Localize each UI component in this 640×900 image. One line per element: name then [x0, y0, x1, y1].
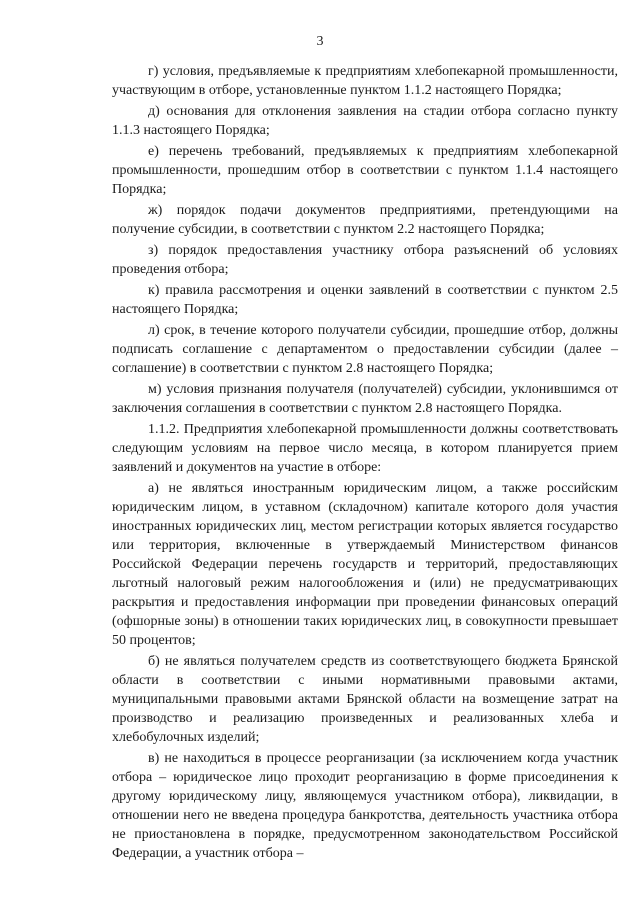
paragraph-item-z: з) порядок предоставления участнику отбора разъяснений об условиях проведения отбора;: [112, 243, 618, 277]
paragraph-clause-1-1-2: 1.1.2. Предприятия хлебопекарной промышленности должны соответствовать следующим условиям на первое число месяца, в котором планируется прием заявлений и документов на участие в отборе:: [112, 422, 618, 475]
document-body: [112, 62, 618, 865]
page-number: 3: [316, 34, 324, 49]
paragraph-item-g: г) условия, предъявляемые к предприятиям хлебопекарной промышленности, участвующим в отборе, установленные пунктом 1.1.2 настоящего Порядка;: [112, 64, 618, 98]
paragraph-item-l: л) срок, в течение которого получатели субсидии, прошедшие отбор, должны подписать соглашение с департаментом о предоставлении субсидии (далее – соглашение) в соответствии с пунктом 2.8 настоящего Порядка;: [112, 323, 618, 376]
paragraph-item-k: к) правила рассмотрения и оценки заявлений в соответствии с пунктом 2.5 настоящего Порядка;: [112, 283, 618, 317]
paragraph-item-b: б) не являться получателем средств из соответствующего бюджета Брянской области в соответствии с иными нормативными правовыми актами, муниципальными правовыми актами Брянской области на возмещение затрат на производство и реализацию произведенных и реализованных хлеба и хлебобулочных изделий;: [112, 654, 618, 745]
paragraph-item-m: м) условия признания получателя (получателей) субсидии, уклонившимся от заключения соглашения в соответствии с пунктом 2.8 настоящего Порядка.: [112, 382, 618, 416]
paragraph-item-a: а) не являться иностранным юридическим лицом, а также российским юридическим лицом, в уставном (складочном) капитале которого доля участия иностранных юридических лиц, местом регистрации которых является государство или территория, включенные в утверждаемый Министерством финансов Российской Федерации перечень государств и территорий, предоставляющих льготный налоговый режим налогообложения и (или) не предусматривающих раскрытия и предоставления информации при проведении финансовых операций (офшорные зоны) в отношении таких юридических лиц, в совокупности превышает 50 процентов;: [112, 481, 618, 648]
paragraph-item-v: в) не находиться в процессе реорганизации (за исключением когда участник отбора – юридическое лицо проходит реорганизацию в форме присоединения к другому юридическому лицу, являющемуся участником отбора), ликвидации, в отношении него не введена процедура банкротства, деятельность участника отбора не приостановлена в порядке, предусмотренном законодательством Российской Федерации, а участник отбора –: [112, 751, 618, 861]
paragraph-item-d: д) основания для отклонения заявления на стадии отбора согласно пункту 1.1.3 настоящего Порядка;: [112, 104, 618, 138]
paragraph-item-e: е) перечень требований, предъявляемых к предприятиям хлебопекарной промышленности, прошедшим отбор в соответствии с пунктом 1.1.4 настоящего Порядка;: [112, 144, 618, 197]
paragraph-item-zh: ж) порядок подачи документов предприятиями, претендующими на получение субсидии, в соответствии с пунктом 2.2 настоящего Порядка;: [112, 203, 618, 237]
